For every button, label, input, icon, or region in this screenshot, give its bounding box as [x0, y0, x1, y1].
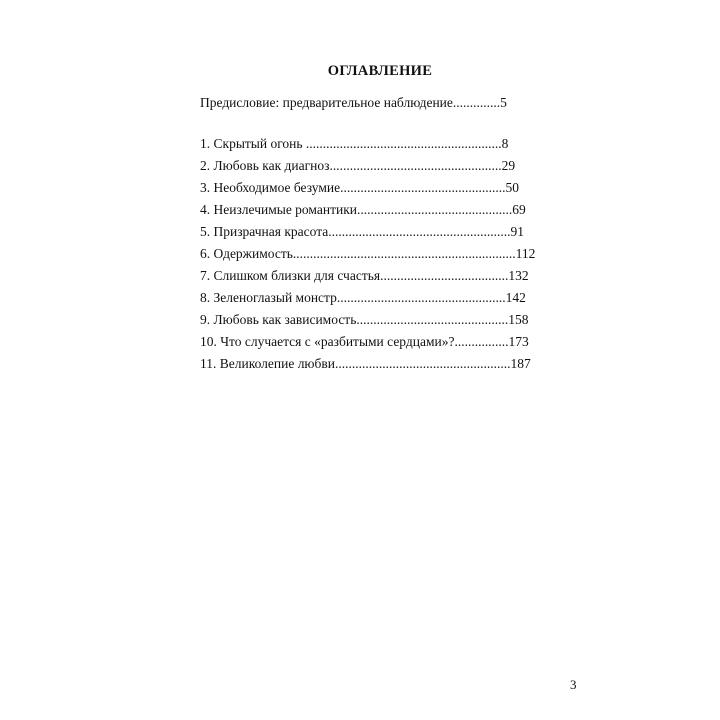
toc-entry-4: 4. Неизлечимые романтики..............................................69: [200, 202, 526, 217]
toc-entry-10: 10. Что случается с «разбитыми сердцами»?................173: [200, 334, 529, 349]
toc-entry-8: 8. Зеленоглазый монстр..................................................142: [200, 290, 526, 305]
toc-entry-2: 2. Любовь как диагноз...................................................29: [200, 158, 516, 173]
toc-entry-9: 9. Любовь как зависимость.............................................158: [200, 312, 529, 327]
toc-entry-1: 1. Скрытый огонь ..........................................................8: [200, 136, 509, 151]
toc-entry-3: 3. Необходимое безумие.................................................50: [200, 180, 519, 195]
toc-entry-5: 5. Призрачная красота......................................................91: [200, 224, 525, 239]
toc-entry-6: 6. Одержимость..................................................................112: [200, 246, 536, 261]
toc-entry-7: 7. Слишком близки для счастья......................................132: [200, 268, 529, 283]
toc-entry-11: 11. Великолепие любви....................................................187: [200, 356, 531, 371]
toc-entry-preface: Предисловие: предварительное наблюдение..............5: [200, 95, 507, 110]
table-of-contents: [200, 92, 536, 375]
page-number: 3: [570, 677, 577, 692]
toc-title: ОГЛАВЛЕНИЕ: [327, 63, 433, 79]
